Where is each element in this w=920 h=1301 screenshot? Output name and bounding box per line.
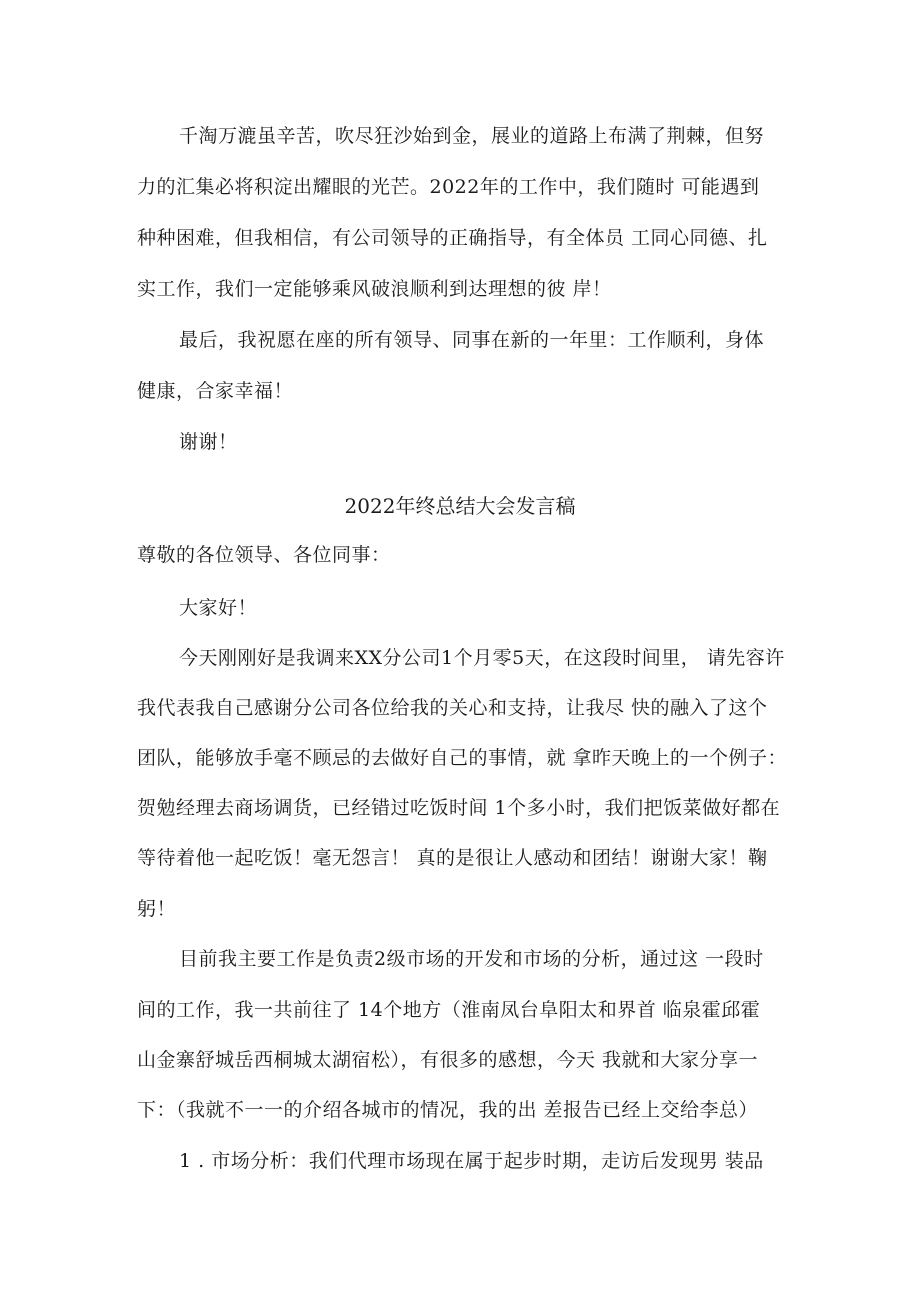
body-line-6: 躬！ [137, 898, 177, 920]
body-line-2: 我代表我自己感谢分公司各位给我的关心和支持，让我尽 快的融入了这个 [137, 697, 768, 719]
body-line-11: 1 . 市场分析：我们代理市场现在属于起步时期，走访后发现男 装品 [179, 1150, 764, 1172]
body-line-3: 团队，能够放手毫不顾忌的去做好自己的事情，就 拿昨天晚上的一个例子： [137, 747, 788, 769]
greeting: 大家好！ [179, 597, 258, 619]
closing-line-1: 千淘万漉虽辛苦，吹尽狂沙始到金，展业的道路上布满了荆棘，但努 [179, 125, 765, 147]
closing-line-4: 实工作，我们一定能够乘风破浪顺利到达理想的彼 岸！ [137, 278, 612, 300]
closing-line-5: 最后，我祝愿在座的所有领导、同事在新的一年里：工作顺利，身体 [179, 329, 765, 351]
body-line-10: 下：（我就不一一的介绍各城市的情况，我的出 差报告已经上交给李总） [137, 1099, 759, 1121]
salutation: 尊敬的各位领导、各位同事： [137, 544, 391, 566]
body-line-9: 山金寨舒城岳西桐城太湖宿松），有很多的感想，今天 我就和大家分享一 [137, 1049, 759, 1071]
closing-line-6: 健康，合家幸福！ [137, 380, 294, 402]
body-line-4: 贺勉经理去商场调货，已经错过吃饭时间 1个多小时，我们把饭菜做好都在 [137, 797, 781, 819]
closing-thanks: 谢谢！ [179, 431, 238, 453]
body-line-8: 间的工作，我一共前往了 14个地方（淮南凤台阜阳太和界首 临泉霍邱霍 [137, 999, 761, 1021]
body-line-5: 等待着他一起吃饭！毫无怨言！ 真的是很让人感动和团结！谢谢大家！鞠 [137, 847, 768, 869]
body-line-7: 目前我主要工作是负责2级市场的开发和市场的分析，通过这 一段时 [179, 948, 764, 970]
closing-line-2: 力的汇集必将积淀出耀眼的光芒。2022年的工作中，我们随时 可能遇到 [137, 176, 760, 198]
speech-title: 2022年终总结大会发言稿 [344, 494, 576, 518]
closing-line-3: 种种困难，但我相信，有公司领导的正确指导，有全体员 工同心同德、扎 [137, 227, 768, 249]
body-line-1: 今天刚刚好是我调来XX分公司1个月零5天，在这段时间里， 请先容许 [179, 647, 785, 669]
